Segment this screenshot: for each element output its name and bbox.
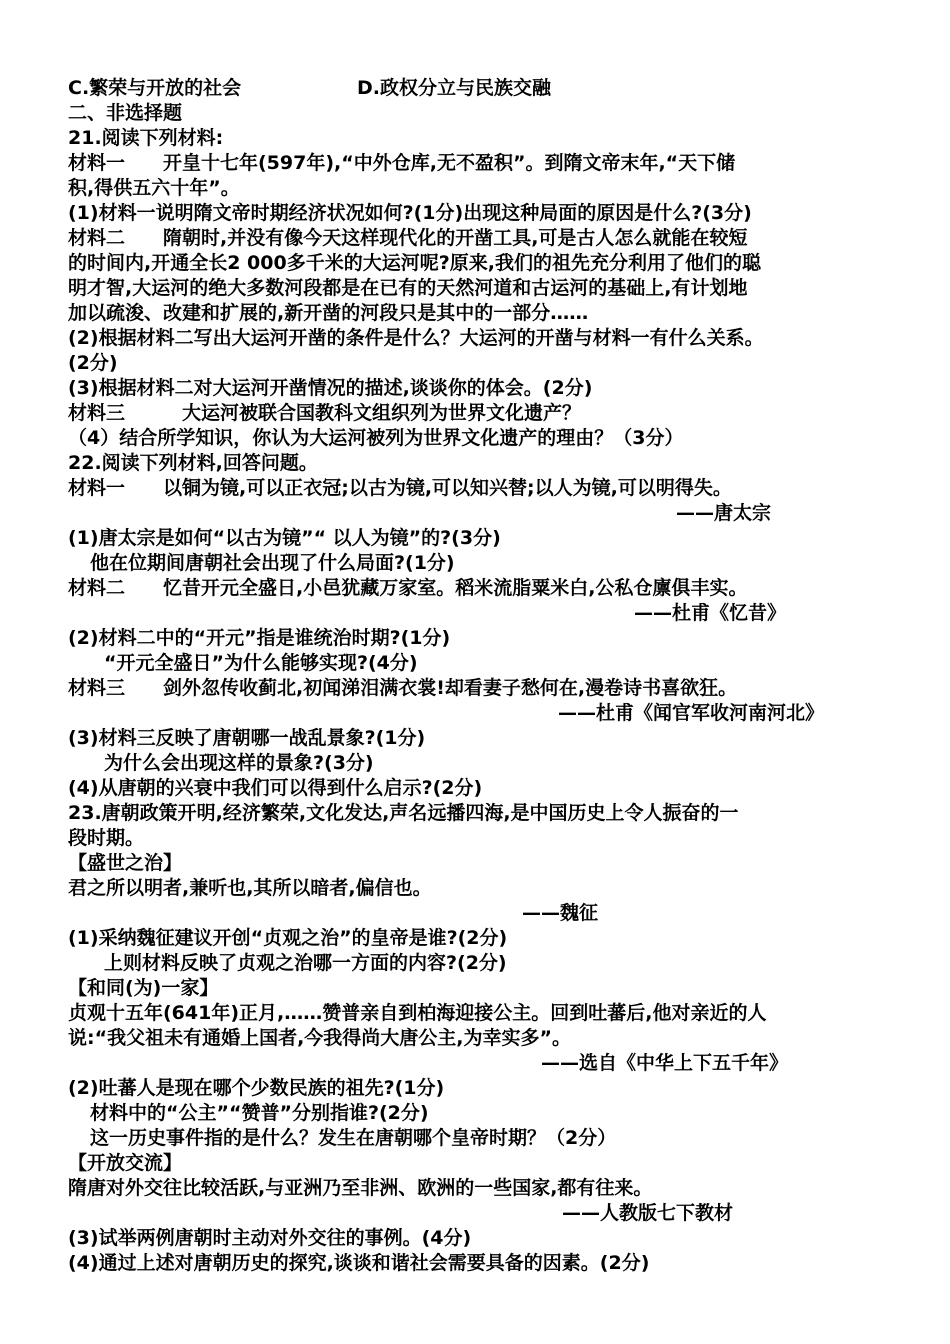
q22-question3-b: 为什么会出现这样的景象?(3分) xyxy=(104,752,374,774)
q23-title-cont: 段时期。 xyxy=(68,827,145,849)
q21-question2-score: (2分) xyxy=(68,352,118,374)
q23-material2: 贞观十五年(641年)正月,……赞普亲自到柏海迎接公主。回到吐蕃后,他对亲近的人 xyxy=(68,1002,767,1024)
q23-title: 23.唐朝政策开明,经济繁荣,文化发达,声名远播四海,是中国历史上令人振奋的一 xyxy=(68,802,739,824)
q21-material2: 材料二 隋朝时,并没有像今天这样现代化的开凿工具,可是古人怎么就能在较短 xyxy=(68,227,748,249)
q22-question4: (4)从唐朝的兴衰中我们可以得到什么启示?(2分) xyxy=(68,777,483,799)
q22-question2: (2)材料二中的“开元”指是谁统治时期?(1分) xyxy=(68,627,451,649)
q22-material2-source: ——杜甫《忆昔》 xyxy=(634,602,787,624)
q22-question3: (3)材料三反映了唐朝哪一战乱景象?(1分) xyxy=(68,727,426,749)
q23-question1: (1)采纳魏征建议开创“贞观之治”的皇帝是谁?(2分) xyxy=(68,927,508,949)
option-d: D.政权分立与民族交融 xyxy=(357,77,551,99)
q23-material2-cont: 说:“我父祖未有通婚上国者,今我得尚大唐公主,为幸实多”。 xyxy=(68,1027,572,1049)
option-c: C.繁荣与开放的社会 xyxy=(68,77,242,99)
q21-material3: 材料三 大运河被联合国教科文组织列为世界文化遗产？ xyxy=(68,402,582,424)
section-heading-exchange: 【开放交流】 xyxy=(68,1152,183,1174)
q21-material1: 材料一 开皇十七年(597年),“中外仓库,无不盈积”。到隋文帝末年,“天下储 xyxy=(68,152,736,174)
q22-material3: 材料三 剑外忽传收蓟北,初闻涕泪满衣裳!却看妻子愁何在,漫卷诗书喜欲狂。 xyxy=(68,677,738,699)
q22-question2-b: “开元全盛日”为什么能够实现?(4分) xyxy=(104,652,418,674)
q23-material3-source: ——人教版七下教材 xyxy=(562,1202,734,1224)
q22-material1-source: ——唐太宗 xyxy=(676,502,772,524)
q21-material2-cont: 明才智,大运河的绝大多数河段都是在已有的天然河道和古运河的基础上,有计划地 xyxy=(68,277,748,299)
q23-material2-source: ——选自《中华上下五千年》 xyxy=(541,1052,789,1074)
q21-material1-cont: 积,得供五六十年”。 xyxy=(68,177,240,199)
section-heading-prosperity: 【盛世之治】 xyxy=(68,852,183,874)
section-heading: 二、非选择题 xyxy=(68,102,183,124)
q22-material1: 材料一 以铜为镜,可以正衣冠;以古为镜,可以知兴替;以人为镜,可以明得失。 xyxy=(68,477,732,499)
q21-title: 21.阅读下列材料: xyxy=(68,127,224,149)
q22-material3-source: ——杜甫《闻官军收河南河北》 xyxy=(558,702,825,724)
q23-question1-b: 上则材料反映了贞观之治哪一方面的内容?(2分) xyxy=(104,952,507,974)
q22-material2: 材料二 忆昔开元全盛日,小邑犹藏万家室。稻米流脂粟米白,公私仓廪俱丰实。 xyxy=(68,577,748,599)
q23-question2-b: 材料中的“公主”“赞普”分别指谁?(2分) xyxy=(90,1102,429,1124)
q23-question2: (2)吐蕃人是现在哪个少数民族的祖先?(1分) xyxy=(68,1077,445,1099)
q23-question3: (3)试举两例唐朝时主动对外交往的事例。(4分) xyxy=(68,1227,472,1249)
section-heading-unity: 【和同(为)一家】 xyxy=(68,977,219,999)
q22-question1-b: 他在位期间唐朝社会出现了什么局面?(1分) xyxy=(90,552,455,574)
q21-material2-cont: 加以疏浚、改建和扩展的,新开凿的河段只是其中的一部分…… xyxy=(68,302,589,324)
q23-material1: 君之所以明者,兼听也,其所以暗者,偏信也。 xyxy=(68,877,432,899)
q23-question4: (4)通过上述对唐朝历史的探究,谈谈和谐社会需要具备的因素。(2分) xyxy=(68,1252,650,1274)
q21-question4: （4）结合所学知识，你认为大运河被列为世界文化遗产的理由？（3分） xyxy=(68,427,684,449)
q23-question2-c: 这一历史事件指的是什么？发生在唐朝哪个皇帝时期？（2分） xyxy=(90,1127,617,1149)
q21-question3: (3)根据材料二对大运河开凿情况的描述,谈谈你的体会。(2分) xyxy=(68,377,593,399)
q22-question1: (1)唐太宗是如何“以古为镜”“ 以人为镜”的?(3分) xyxy=(68,527,501,549)
q23-material3: 隋唐对外交往比较活跃,与亚洲乃至非洲、欧洲的一些国家,都有往来。 xyxy=(68,1177,653,1199)
q21-question2: (2)根据材料二写出大运河开凿的条件是什么？大运河的开凿与材料一有什么关系。 xyxy=(68,327,764,349)
q23-material1-source: ——魏征 xyxy=(522,902,599,924)
q22-title: 22.阅读下列材料,回答问题。 xyxy=(68,452,318,474)
q21-question1: (1)材料一说明隋文帝时期经济状况如何?(1分)出现这种局面的原因是什么?(3分) xyxy=(68,202,752,224)
q21-material2-cont: 的时间内,开通全长2 000多千米的大运河呢?原来,我们的祖先充分利用了他们的聪 xyxy=(68,252,761,274)
